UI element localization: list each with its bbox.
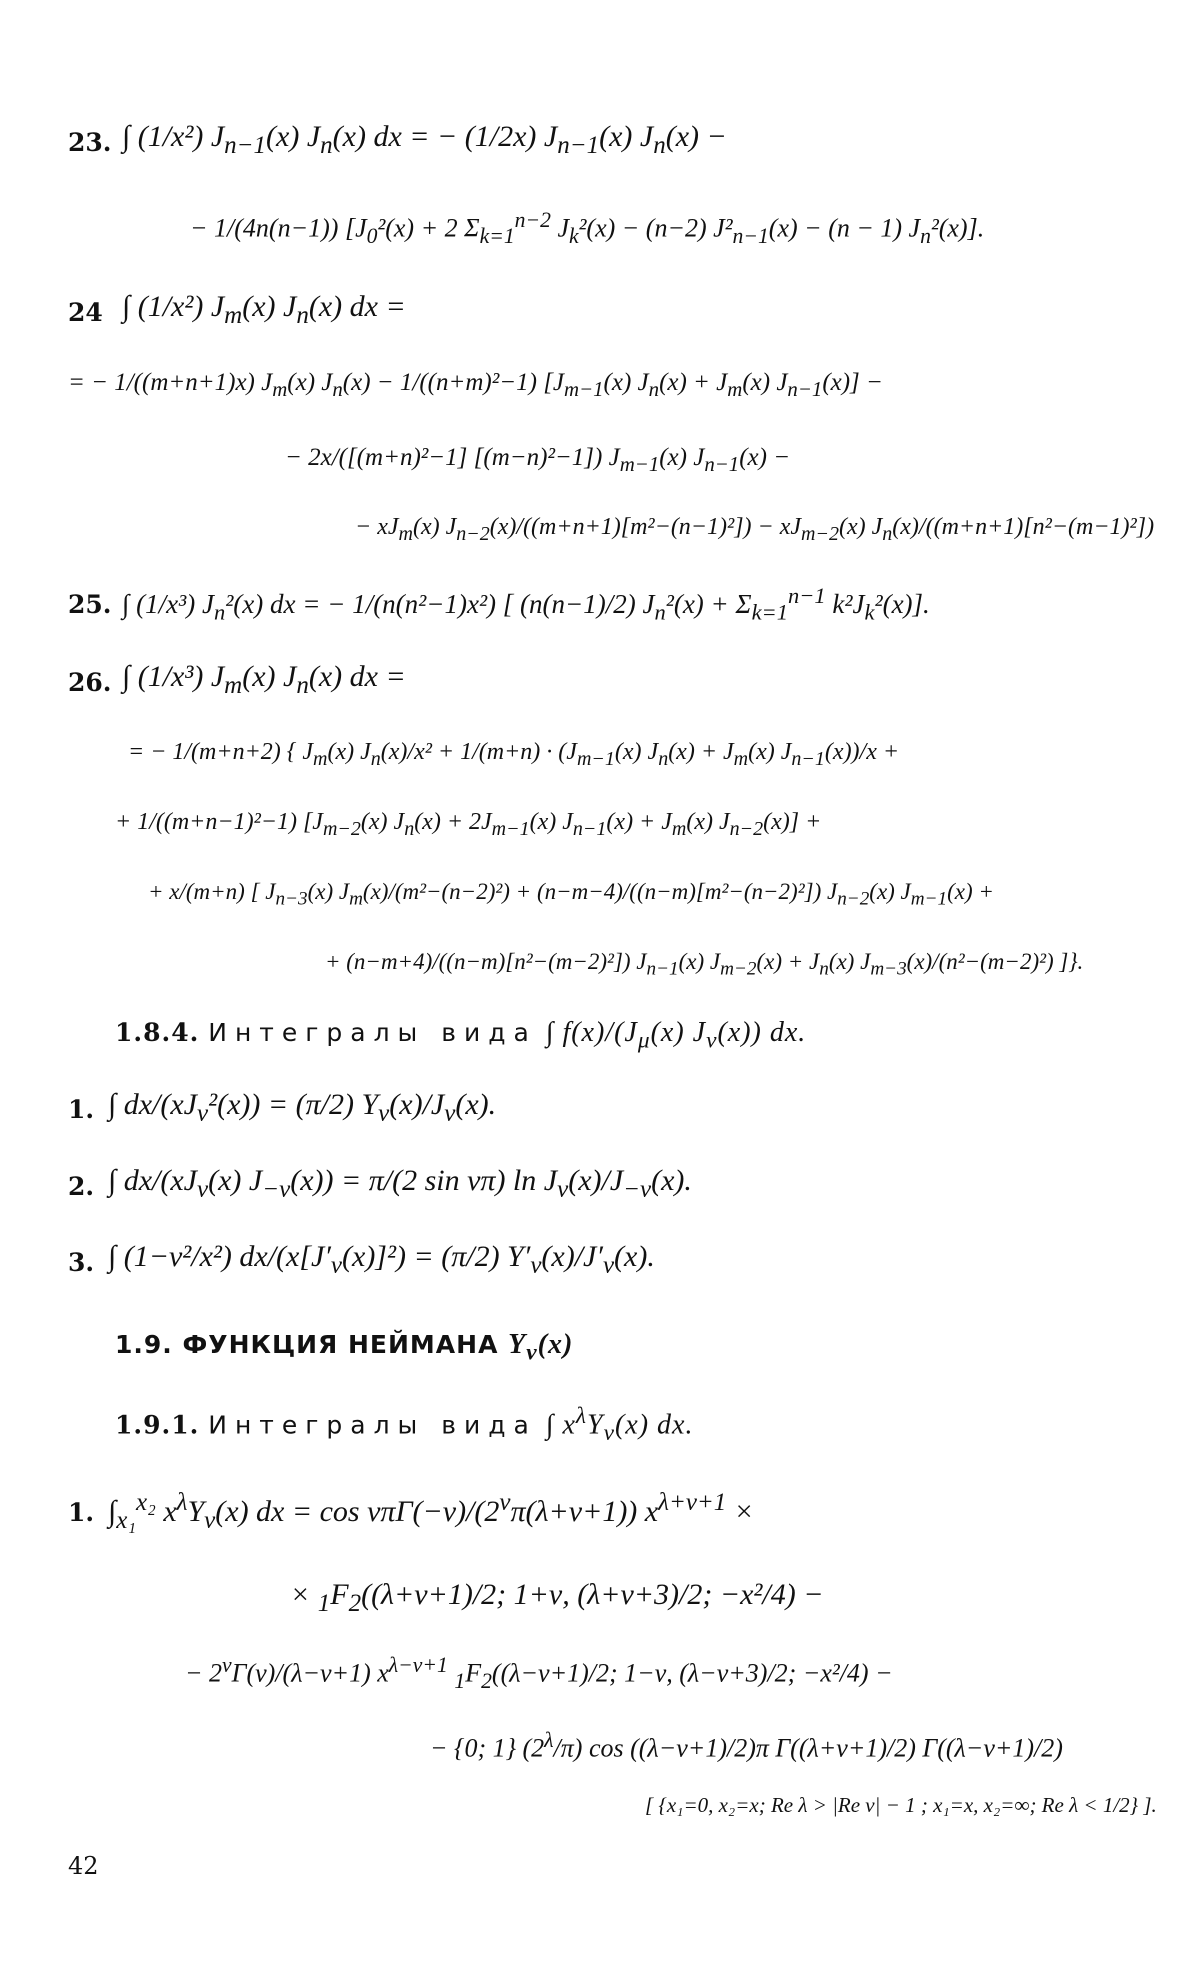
formula-line: $\int_{x_1}^{x_2}$ $x^\lambda Y_\nu(x)$ dx = $\cos \nu\pi\Gamma(-\nu)/(2^\nu\pi(\lambda+\nu+1)) x^{\lambda+\nu+1}$ × xyxy=(108,1489,755,1534)
formula-line: + x/(m+n) [ $J_{n-3}(x) J_m(x)/(m^2-(n-2)^2) + (n-m-4)/((n-m)[m^2-(n-2)^2])$ $J_{n-2}(x) J_{m-1}(x)$ + xyxy=(148,879,994,910)
formula-number: 25. xyxy=(68,590,112,619)
formula-line: × $_1F_2((\lambda+\nu+1)/2$; 1+ν, (λ+ν+3)/2; −x²/4) − xyxy=(290,1578,824,1617)
section-heading xyxy=(115,1018,806,1053)
section-formula: ∫ $x^\lambda Y_\nu(x)$ dx. xyxy=(545,1403,694,1446)
section-formula: ∫ $f(x)/(J_\mu(x)$ $J_\nu(x)$) dx. xyxy=(545,1017,807,1054)
formula-line: ∫ (1/x³) $J_m(x)$ $J_n(x)$ dx = xyxy=(122,660,406,699)
formula-number: 1. xyxy=(68,1498,95,1527)
formula-line: + (n−m+4)/((n−m)[n²−(m−2)²]) $J_{n-1}(x) J_{m-2}(x) + J_n(x)$ $J_{m-3}(x)/(n^2-(m-2)^2)$ ]}. xyxy=(325,949,1084,980)
formula-line: − $xJ_m(x) J_{n-2}(x)/((m+n+1)[m^2-(n-1)^2]) - xJ_{m-2}(x)$ $J_n(x)/((m+n+1)[n^2-(m-1)^2])$ xyxy=(355,514,1155,545)
chapter-number: 1.9. xyxy=(115,1330,173,1359)
section-heading xyxy=(115,1405,693,1445)
chapter-symbol: $Y_\nu(x)$ xyxy=(508,1329,574,1366)
formula-number: 2. xyxy=(68,1172,95,1201)
formula-line: − 1/(4n(n−1)) [$J_0^2(x) + 2$ $\Sigma_{k=1}^{n-2}$ $J_k^2(x) - (n-2) J^2_{n-1}(x) - (n - 1)$ $J_n^2(x)$]. xyxy=(190,208,985,248)
formula-line: = − 1/((m+n+1)x) $J_m(x) J_n(x) - 1/((n+m)^2-1)$ $[J_{m-1}(x) J_n(x) + J_m(x) J_{n-1}(x)]$ − xyxy=(68,369,883,401)
formula-line: − $2^\nu\Gamma(\nu)/(\lambda-\nu+1)$ $x^{\lambda-\nu+1}$ $_1F_2((\lambda-\nu+1)/2$; 1−ν, (λ−ν+3)/2; −x²/4) − xyxy=(185,1653,893,1693)
chapter-heading xyxy=(115,1330,573,1365)
formula-line: ∫ (1/x³) $J_n^2(x)$ dx = − 1/(n(n²−1)x²) [ (n(n−1)/2) $J_n^2(x) + \Sigma_{k=1}^{n-1}$ $k^2J_k^2(x)$]. xyxy=(122,583,930,625)
formula-line: − {0; 1} $(2^\lambda/\pi)$ cos ((λ−ν+1)/2)π Γ((λ+ν+1)/2) Γ((λ−ν+1)/2) xyxy=(430,1728,1063,1763)
section-title: Интегралы вида xyxy=(208,1410,537,1440)
formula-number: 26. xyxy=(68,668,112,697)
section-title: Интегралы вида xyxy=(208,1018,537,1047)
section-number: 1.9.1. xyxy=(115,1410,200,1440)
formula-line: + 1/((m+n−1)²−1) $[J_{m-2}(x) J_n(x) + 2J_{m-1}(x) J_{n-1}(x) + J_m(x) J_{n-2}(x)]$ + xyxy=(115,809,822,840)
formula-line: ∫ (1/x²) $J_{n-1}(x)$ $J_n(x)$ dx = − (1/2x) $J_{n-1}(x) J_n(x)$ − xyxy=(122,120,727,159)
chapter-title: ФУНКЦИЯ НЕЙМАНА xyxy=(182,1330,499,1359)
formula-line: ∫ $dx/(xJ_\nu(x) J_{-\nu}(x)) = \pi/(2$ sin νπ) $\ln J_\nu(x)/J_{-\nu}(x)$. xyxy=(108,1164,692,1203)
formula-number: 1. xyxy=(68,1095,95,1124)
formula-line: ∫ $dx/(xJ_\nu^2(x)) = (\pi/2)$ $Y_\nu(x)/J_\nu(x)$. xyxy=(108,1088,497,1127)
formula-line: [ {x₁=0, x₂=x; Re λ > |Re ν| − 1 ; x₁=x, x₂=∞; Re λ < 1/2} ]. xyxy=(645,1793,1157,1817)
page-number: 42 xyxy=(68,1852,99,1880)
formula-line: = − 1/(m+n+2) { $J_m(x) J_n(x)/x^2 + 1/(m+n) \cdot (J_{m-1}(x) J_n(x) + J_m(x) J_{n-1}(x))/x$ + xyxy=(128,739,900,770)
formula-number: 24 xyxy=(68,298,103,327)
formula-number: 23. xyxy=(68,128,112,157)
formula-line: ∫ (1/x²) $J_m(x)$ $J_n(x)$ dx = xyxy=(122,290,406,329)
formula-line: − 2x/([(m+n)²−1] [(m−n)²−1]) $J_{m-1}(x) J_{n-1}(x)$ − xyxy=(285,444,791,476)
formula-line: ∫ (1−ν²/x²) $dx/(x[J'_\nu(x)]^2) = (\pi/2)$ $Y'_\nu(x)/J'_\nu(x)$. xyxy=(108,1240,655,1279)
section-number: 1.8.4. xyxy=(115,1018,200,1047)
formula-number: 3. xyxy=(68,1248,95,1277)
